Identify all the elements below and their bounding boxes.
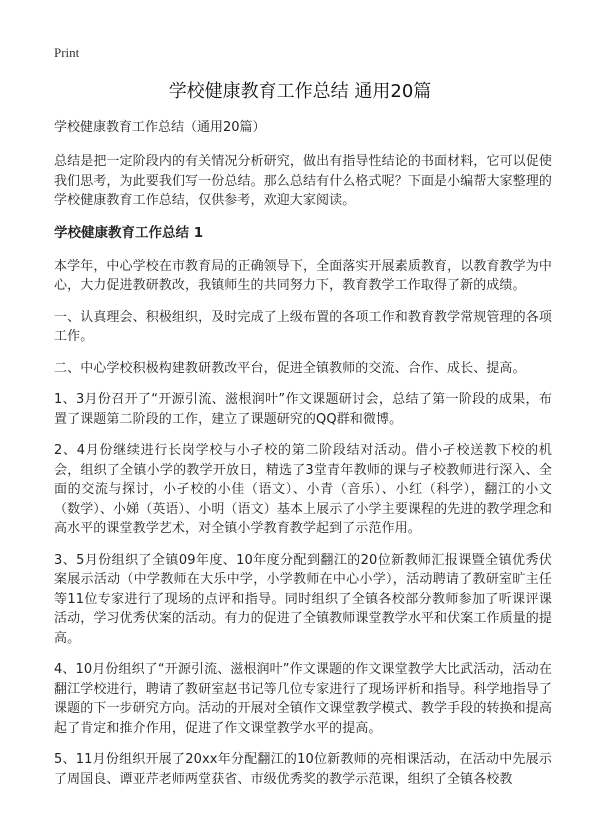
document-subtitle: 学校健康教育工作总结（通用20篇）: [54, 120, 266, 135]
document-body: [54, 118, 552, 801]
body-paragraph: 5、11月份组织开展了20xx年分配翻江的10位新教师的亮相课活动，在活动中先展示了周国良、谭亚芹老师两堂获省、市级优秀奖的教学示范课，组织了全镇各校教: [54, 752, 552, 787]
intro-paragraph: 总结是把一定阶段内的有关情况分析研究，做出有指导性结论的书面材料，它可以促使我们思考，为此要我们写一份总结。那么总结有什么格式呢？下面是小编帮大家整理的学校健康教育工作总结，仅供参考，欢迎大家阅读。: [54, 154, 552, 208]
body-paragraph: 1、3月份召开了“开源引流、滋根润叶”作文课题研讨会，总结了第一阶段的成果，布置了课题第二阶段的工作，建立了课题研究的QQ群和微博。: [54, 392, 552, 427]
section-heading: 学校健康教育工作总结 1: [54, 224, 204, 241]
body-paragraph: 4、10月份组织了“开源引流、滋根润叶”作文课题的作文课堂教学大比武活动，活动在翻江学校进行，聘请了教研室赵书记等几位专家进行了现场评析和指导。科学地指导了课题的下一步研究方向。活动的开展对全镇作文课堂教学模式、教学手段的转换和提高起了肯定和推介作用，促进了作文课堂教学水平的提高。: [54, 662, 552, 736]
body-paragraph: 2、4月份继续进行长岗学校与小孑校的第二阶段结对活动。借小孑校送教下校的机会，组织了全镇小学的教学开放日，精选了3堂青年教师的课与孑校教师进行深入、全面的交流与探讨，小孑校的小佳（语文）、小青（音乐）、小红（科学），翻江的小文（数学）、小娣（英语）、小明（语文）基本上展示了小学主要课程的先进的教学理念和高水平的课堂教学艺术，对全镇小学教育教学起到了示范作用。: [54, 443, 552, 536]
page-title: 学校健康教育工作总结 通用20篇: [168, 81, 432, 102]
print-link[interactable]: Print: [54, 45, 80, 60]
body-paragraph: 二、中心学校积极构建教研教改平台，促进全镇教师的交流、合作、成长、提高。: [54, 360, 526, 376]
body-paragraph: 3、5月份组织了全镇09年度、10年度分配到翻江的20位新教师汇报课暨全镇优秀伏案展示活动（中学教师在大乐中学，小学教师在中心小学），活动聘请了教研室旷主任等11位专家进行了现场的点评和指导。同时组织了全镇各校部分教师参加了听课评课活动，学习优秀伏案的活动。有力的促进了全镇教师课堂教学水平和伏案工作质量的提高。: [54, 552, 552, 646]
body-paragraph: 一、认真理会、积极组织，及时完成了上级布置的各项工作和教育教学常规管理的各项工作。: [54, 309, 552, 344]
body-paragraph: 本学年，中心学校在市教育局的正确领导下，全面落实开展素质教育，以教育教学为中心，大力促进教研教改，我镇师生的共同努力下，教育教学工作取得了新的成绩。: [54, 258, 552, 293]
